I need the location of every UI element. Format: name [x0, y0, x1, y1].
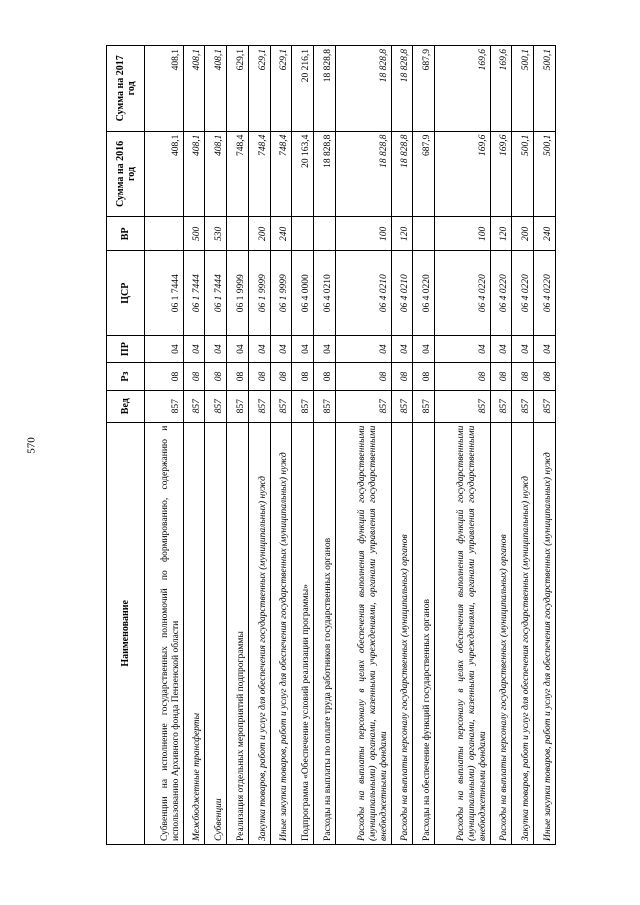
- cell-vr: 100: [434, 217, 490, 251]
- header-rz: Рз: [107, 363, 145, 390]
- table-row: [534, 46, 556, 845]
- cell-name: Подпрограмма «Обеспечение условий реализации программы»: [292, 422, 314, 844]
- cell-sum-2016: 169,6: [490, 131, 512, 217]
- table-row: [183, 46, 205, 845]
- cell-rz: 08: [490, 363, 512, 390]
- table-row: [205, 46, 227, 845]
- cell-vr: 500: [183, 217, 205, 251]
- cell-vr: [145, 217, 184, 251]
- cell-csr: 06 4 0000: [292, 251, 314, 335]
- cell-pr: 04: [335, 335, 391, 362]
- cell-csr: 06 4 0220: [434, 251, 490, 335]
- cell-ved: 857: [391, 390, 413, 422]
- rotated-table-container: [106, 45, 556, 845]
- cell-vr: 120: [391, 217, 413, 251]
- cell-ved: 857: [183, 390, 205, 422]
- cell-sum-2017: 408,1: [205, 46, 227, 132]
- cell-sum-2017: 629,1: [227, 46, 249, 132]
- cell-name: Расходы на выплаты персоналу государственных (муниципальных) органов: [391, 422, 413, 844]
- cell-name: Межбюджетные трансферты: [183, 422, 205, 844]
- cell-rz: 08: [313, 363, 335, 390]
- cell-csr: 06 4 0220: [490, 251, 512, 335]
- table-row: [413, 46, 435, 845]
- cell-sum-2017: 18 828,8: [313, 46, 335, 132]
- cell-ved: 857: [205, 390, 227, 422]
- cell-csr: 06 4 0220: [534, 251, 556, 335]
- cell-sum-2017: 18 828,8: [335, 46, 391, 132]
- table-header-row: [107, 46, 145, 845]
- cell-csr: 06 4 0210: [313, 251, 335, 335]
- table-row: [248, 46, 270, 845]
- cell-vr: [227, 217, 249, 251]
- cell-csr: 06 4 0220: [413, 251, 435, 335]
- table-row: [434, 46, 490, 845]
- cell-rz: 08: [270, 363, 292, 390]
- cell-ved: 857: [292, 390, 314, 422]
- cell-sum-2017: 408,1: [145, 46, 184, 132]
- header-csr: ЦСР: [107, 251, 145, 335]
- cell-name: Расходы на выплаты по оплате труда работников государственных органов: [313, 422, 335, 844]
- cell-name: Закупка товаров, работ и услуг для обеспечения государственных (муниципальных) нужд: [512, 422, 534, 844]
- cell-name: Иные закупки товаров, работ и услуг для обеспечения государственных (муниципальных) нужд: [270, 422, 292, 844]
- cell-name: Закупка товаров, работ и услуг для обеспечения государственных (муниципальных) нужд: [248, 422, 270, 844]
- cell-csr: 06 4 0220: [512, 251, 534, 335]
- budget-table: [106, 45, 556, 845]
- cell-vr: 530: [205, 217, 227, 251]
- cell-sum-2017: 169,6: [434, 46, 490, 132]
- header-sum-2017: Сумма на 2017 год: [107, 46, 145, 132]
- cell-ved: 857: [270, 390, 292, 422]
- cell-vr: [292, 217, 314, 251]
- cell-pr: 04: [313, 335, 335, 362]
- cell-rz: 08: [145, 363, 184, 390]
- cell-ved: 857: [413, 390, 435, 422]
- header-vr: ВР: [107, 217, 145, 251]
- cell-vr: 200: [512, 217, 534, 251]
- header-name: Наименование: [107, 422, 145, 844]
- cell-name: Реализация отдельных мероприятий подпрограммы: [227, 422, 249, 844]
- cell-ved: 857: [313, 390, 335, 422]
- cell-sum-2017: 169,6: [490, 46, 512, 132]
- cell-rz: 08: [183, 363, 205, 390]
- cell-sum-2016: 18 828,8: [391, 131, 413, 217]
- cell-name: Расходы на выплаты персоналу государственных (муниципальных) органов: [490, 422, 512, 844]
- cell-name: Расходы на обеспечение функций государственных органов: [413, 422, 435, 844]
- cell-csr: 06 1 7444: [205, 251, 227, 335]
- cell-sum-2017: 687,9: [413, 46, 435, 132]
- cell-ved: 857: [227, 390, 249, 422]
- cell-vr: [413, 217, 435, 251]
- cell-sum-2016: 748,4: [227, 131, 249, 217]
- cell-pr: 04: [270, 335, 292, 362]
- cell-sum-2016: 20 163,4: [292, 131, 314, 217]
- cell-rz: 08: [248, 363, 270, 390]
- cell-sum-2016: 748,4: [270, 131, 292, 217]
- cell-rz: 08: [534, 363, 556, 390]
- header-ved: Вед: [107, 390, 145, 422]
- table-row: [313, 46, 335, 845]
- cell-pr: 04: [512, 335, 534, 362]
- cell-name: Расходы на выплаты персоналу в целях обеспечения выполнения функций государственными (муниципальными) органами, казенными учреждениями, органами управления государственными внебюджетными фондами: [335, 422, 391, 844]
- table-row: [292, 46, 314, 845]
- cell-ved: 857: [434, 390, 490, 422]
- cell-sum-2017: 18 828,8: [391, 46, 413, 132]
- header-pr: ПР: [107, 335, 145, 362]
- cell-sum-2016: 408,1: [145, 131, 184, 217]
- cell-vr: 120: [490, 217, 512, 251]
- cell-sum-2016: 169,6: [434, 131, 490, 217]
- table-row: [512, 46, 534, 845]
- cell-name: Субвенции на исполнение государственных полномочий по формированию, содержанию и использованию Архивного фонда Пензенской области: [145, 422, 184, 844]
- cell-rz: 08: [335, 363, 391, 390]
- cell-rz: 08: [205, 363, 227, 390]
- cell-pr: 04: [227, 335, 249, 362]
- cell-name: Иные закупки товаров, работ и услуг для обеспечения государственных (муниципальных) нужд: [534, 422, 556, 844]
- cell-vr: 240: [270, 217, 292, 251]
- cell-sum-2016: 408,1: [205, 131, 227, 217]
- cell-ved: 857: [512, 390, 534, 422]
- cell-rz: 08: [391, 363, 413, 390]
- cell-sum-2016: 748,4: [248, 131, 270, 217]
- cell-sum-2017: 629,1: [248, 46, 270, 132]
- cell-csr: 06 1 7444: [145, 251, 184, 335]
- table-row: [391, 46, 413, 845]
- cell-csr: 06 1 9999: [227, 251, 249, 335]
- cell-pr: 04: [205, 335, 227, 362]
- cell-vr: [313, 217, 335, 251]
- page-number: 570: [25, 437, 38, 454]
- cell-sum-2016: 408,1: [183, 131, 205, 217]
- cell-sum-2017: 629,1: [270, 46, 292, 132]
- table-body: [145, 46, 556, 845]
- cell-rz: 08: [434, 363, 490, 390]
- header-sum-2016: Сумма на 2016 год: [107, 131, 145, 217]
- cell-pr: 04: [183, 335, 205, 362]
- cell-pr: 04: [434, 335, 490, 362]
- cell-csr: 06 4 0210: [335, 251, 391, 335]
- cell-vr: 200: [248, 217, 270, 251]
- cell-sum-2017: 20 216,1: [292, 46, 314, 132]
- cell-pr: 04: [534, 335, 556, 362]
- cell-csr: 06 4 0210: [391, 251, 413, 335]
- cell-vr: 240: [534, 217, 556, 251]
- cell-sum-2017: 500,1: [534, 46, 556, 132]
- cell-rz: 08: [292, 363, 314, 390]
- cell-pr: 04: [490, 335, 512, 362]
- cell-pr: 04: [413, 335, 435, 362]
- table-row: [490, 46, 512, 845]
- cell-sum-2016: 18 828,8: [335, 131, 391, 217]
- cell-pr: 04: [391, 335, 413, 362]
- cell-csr: 06 1 7444: [183, 251, 205, 335]
- cell-rz: 08: [227, 363, 249, 390]
- cell-name: Субвенции: [205, 422, 227, 844]
- cell-rz: 08: [413, 363, 435, 390]
- cell-ved: 857: [534, 390, 556, 422]
- cell-pr: 04: [145, 335, 184, 362]
- cell-rz: 08: [512, 363, 534, 390]
- cell-sum-2016: 18 828,8: [313, 131, 335, 217]
- cell-pr: 04: [248, 335, 270, 362]
- cell-csr: 06 1 9999: [248, 251, 270, 335]
- cell-sum-2016: 500,1: [512, 131, 534, 217]
- cell-csr: 06 1 9999: [270, 251, 292, 335]
- table-row: [270, 46, 292, 845]
- cell-sum-2017: 408,1: [183, 46, 205, 132]
- table-row: [145, 46, 184, 845]
- cell-sum-2016: 500,1: [534, 131, 556, 217]
- table-row: [335, 46, 391, 845]
- cell-sum-2017: 500,1: [512, 46, 534, 132]
- cell-ved: 857: [335, 390, 391, 422]
- cell-ved: 857: [248, 390, 270, 422]
- cell-sum-2016: 687,9: [413, 131, 435, 217]
- cell-vr: 100: [335, 217, 391, 251]
- table-row: [227, 46, 249, 845]
- cell-pr: 04: [292, 335, 314, 362]
- cell-ved: 857: [490, 390, 512, 422]
- cell-name: Расходы на выплаты персоналу в целях обеспечения выполнения функций государственными (муниципальными) органами, казенными учреждениями, органами управления государственными внебюджетными фондами: [434, 422, 490, 844]
- cell-ved: 857: [145, 390, 184, 422]
